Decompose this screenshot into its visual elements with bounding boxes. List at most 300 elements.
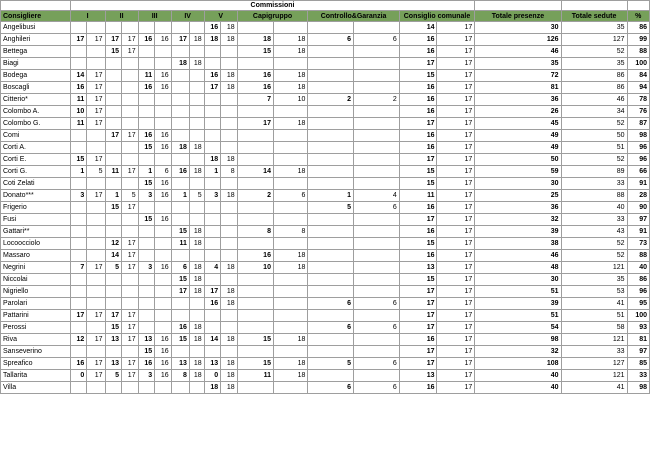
presence-cell: 3 <box>138 262 155 274</box>
presence-cell <box>308 226 354 238</box>
presence-cell: 15 <box>399 238 437 250</box>
sessions-cell <box>221 106 238 118</box>
sessions-cell <box>221 58 238 70</box>
sessions-cell <box>189 46 204 58</box>
sessions-cell <box>155 46 172 58</box>
presence-cell <box>171 118 189 130</box>
sessions-cell: 17 <box>87 370 105 382</box>
percent-cell: 78 <box>627 94 649 106</box>
total-presences-cell: 36 <box>475 94 561 106</box>
presence-cell <box>171 346 189 358</box>
sessions-cell: 17 <box>437 34 475 46</box>
presence-cell: 17 <box>399 214 437 226</box>
sessions-cell <box>354 286 400 298</box>
sessions-cell: 16 <box>155 190 172 202</box>
presence-cell <box>237 310 273 322</box>
presence-cell: 16 <box>399 34 437 46</box>
presence-cell: 1 <box>105 190 122 202</box>
sessions-cell: 17 <box>122 322 139 334</box>
table-row <box>1 274 650 286</box>
presence-cell <box>204 142 221 154</box>
presence-cell <box>171 214 189 226</box>
presence-cell <box>105 154 122 166</box>
presence-cell: 18 <box>237 34 273 46</box>
sessions-cell <box>273 58 307 70</box>
table-row <box>1 382 650 394</box>
presence-cell: 3 <box>138 370 155 382</box>
presence-cell: 13 <box>105 358 122 370</box>
total-presences-cell: 32 <box>475 346 561 358</box>
sessions-cell <box>155 22 172 34</box>
sessions-cell: 4 <box>354 190 400 202</box>
total-presences-cell: 49 <box>475 130 561 142</box>
total-sessions-cell: 52 <box>561 154 627 166</box>
percent-cell: 33 <box>627 370 649 382</box>
sessions-cell <box>273 322 307 334</box>
sessions-cell <box>354 118 400 130</box>
sessions-cell <box>122 22 139 34</box>
presence-cell <box>171 178 189 190</box>
presence-cell <box>105 58 122 70</box>
header-consiglio-comunale: Consiglio comunale <box>399 11 474 22</box>
presence-cell: 3 <box>204 190 221 202</box>
presence-cell <box>237 154 273 166</box>
sessions-cell <box>189 82 204 94</box>
sessions-cell <box>221 94 238 106</box>
presence-cell <box>70 382 87 394</box>
total-presences-cell: 39 <box>475 298 561 310</box>
presence-cell: 15 <box>399 178 437 190</box>
presence-cell: 16 <box>204 70 221 82</box>
table-row <box>1 310 650 322</box>
sessions-cell <box>354 70 400 82</box>
total-sessions-cell: 41 <box>561 298 627 310</box>
sessions-cell <box>354 370 400 382</box>
sessions-cell <box>122 118 139 130</box>
percent-cell: 40 <box>627 262 649 274</box>
sessions-cell: 18 <box>273 118 307 130</box>
sessions-cell <box>87 214 105 226</box>
total-sessions-cell: 127 <box>561 358 627 370</box>
presence-cell <box>308 286 354 298</box>
sessions-cell: 18 <box>273 46 307 58</box>
sessions-cell <box>273 22 307 34</box>
presence-cell: 16 <box>237 70 273 82</box>
percent-cell: 98 <box>627 382 649 394</box>
presence-cell <box>308 82 354 94</box>
title-row <box>1 1 650 11</box>
total-sessions-cell: 52 <box>561 118 627 130</box>
councillor-name: Bodega <box>1 70 71 82</box>
sessions-cell: 18 <box>189 370 204 382</box>
presence-cell: 15 <box>70 154 87 166</box>
total-sessions-cell: 46 <box>561 94 627 106</box>
councillor-name: Negrini <box>1 262 71 274</box>
councillor-name: Sanseverino <box>1 346 71 358</box>
total-presences-cell: 36 <box>475 202 561 214</box>
sessions-cell: 18 <box>189 262 204 274</box>
presence-cell <box>138 202 155 214</box>
sessions-cell: 17 <box>437 346 475 358</box>
percent-cell: 100 <box>627 58 649 70</box>
sessions-cell: 17 <box>122 238 139 250</box>
presence-cell <box>105 70 122 82</box>
presence-cell <box>237 22 273 34</box>
sessions-cell: 18 <box>189 166 204 178</box>
blank-cell <box>475 1 561 11</box>
councillor-name: Bettega <box>1 46 71 58</box>
percent-cell: 100 <box>627 310 649 322</box>
table-row <box>1 154 650 166</box>
sessions-cell <box>122 214 139 226</box>
presence-cell: 15 <box>171 334 189 346</box>
table-row <box>1 322 650 334</box>
councillor-name: Donato*** <box>1 190 71 202</box>
presence-cell: 17 <box>399 310 437 322</box>
presence-cell <box>308 106 354 118</box>
sessions-cell <box>273 310 307 322</box>
presence-cell <box>308 154 354 166</box>
sessions-cell: 18 <box>221 70 238 82</box>
sessions-cell <box>273 130 307 142</box>
presence-cell <box>308 370 354 382</box>
percent-cell: 90 <box>627 202 649 214</box>
presence-cell: 1 <box>171 190 189 202</box>
table-row <box>1 202 650 214</box>
sessions-cell: 18 <box>273 334 307 346</box>
presence-cell: 18 <box>171 142 189 154</box>
sessions-cell <box>221 310 238 322</box>
total-presences-cell: 40 <box>475 370 561 382</box>
header-controllo-garanzia: Controllo&Garanzia <box>308 11 399 22</box>
presence-cell: 15 <box>105 46 122 58</box>
presence-cell: 6 <box>171 262 189 274</box>
sessions-cell: 18 <box>221 298 238 310</box>
header-consigliere: Consigliere <box>1 11 71 22</box>
presence-cell: 17 <box>237 118 273 130</box>
sessions-cell: 17 <box>122 46 139 58</box>
presence-cell <box>138 298 155 310</box>
sessions-cell: 17 <box>87 262 105 274</box>
total-presences-cell: 30 <box>475 178 561 190</box>
sessions-cell <box>189 310 204 322</box>
total-sessions-cell: 86 <box>561 70 627 82</box>
table-row <box>1 226 650 238</box>
presence-cell <box>70 298 87 310</box>
presence-cell <box>105 274 122 286</box>
total-presences-cell: 51 <box>475 310 561 322</box>
presence-cell <box>237 346 273 358</box>
presence-cell: 17 <box>399 58 437 70</box>
councillor-name: Corti E. <box>1 154 71 166</box>
presence-cell <box>105 106 122 118</box>
sessions-cell <box>354 130 400 142</box>
presence-cell <box>237 202 273 214</box>
percent-cell: 76 <box>627 106 649 118</box>
sessions-cell <box>155 118 172 130</box>
presence-cell <box>138 322 155 334</box>
table-row <box>1 262 650 274</box>
table-row <box>1 142 650 154</box>
sessions-cell: 17 <box>122 34 139 46</box>
presence-cell <box>237 238 273 250</box>
sessions-cell: 17 <box>122 130 139 142</box>
presence-cell: 15 <box>399 274 437 286</box>
total-presences-cell: 25 <box>475 190 561 202</box>
presence-cell: 17 <box>204 286 221 298</box>
sessions-cell: 17 <box>437 22 475 34</box>
sessions-cell: 18 <box>273 70 307 82</box>
sessions-cell: 17 <box>87 118 105 130</box>
sessions-cell <box>87 46 105 58</box>
sessions-cell <box>87 382 105 394</box>
presence-cell: 5 <box>308 202 354 214</box>
presence-cell: 13 <box>204 358 221 370</box>
sessions-cell: 5 <box>87 166 105 178</box>
header-commission-v: V <box>204 11 237 22</box>
presence-cell <box>171 22 189 34</box>
presence-cell <box>171 382 189 394</box>
presence-cell: 7 <box>237 94 273 106</box>
percent-cell: 95 <box>627 298 649 310</box>
sessions-cell <box>189 130 204 142</box>
sessions-cell <box>122 346 139 358</box>
presence-cell <box>171 154 189 166</box>
presence-cell: 1 <box>308 190 354 202</box>
presence-cell: 17 <box>171 286 189 298</box>
presence-cell: 16 <box>138 82 155 94</box>
sessions-cell <box>221 238 238 250</box>
sessions-cell: 17 <box>87 106 105 118</box>
presence-cell <box>70 130 87 142</box>
presence-cell: 16 <box>399 142 437 154</box>
presence-cell: 5 <box>105 370 122 382</box>
sessions-cell <box>189 382 204 394</box>
sessions-cell <box>354 82 400 94</box>
sessions-cell: 16 <box>155 370 172 382</box>
presence-cell: 16 <box>204 22 221 34</box>
percent-cell: 86 <box>627 274 649 286</box>
sessions-cell <box>273 202 307 214</box>
councillor-name: Locoocciolo <box>1 238 71 250</box>
percent-cell: 66 <box>627 166 649 178</box>
presence-cell <box>308 58 354 70</box>
sessions-cell: 17 <box>437 142 475 154</box>
presence-cell <box>105 142 122 154</box>
total-presences-cell: 32 <box>475 214 561 226</box>
presence-cell <box>105 178 122 190</box>
presence-cell <box>138 310 155 322</box>
presence-cell: 16 <box>171 166 189 178</box>
presence-cell: 17 <box>399 154 437 166</box>
total-sessions-cell: 52 <box>561 238 627 250</box>
sessions-cell: 17 <box>437 154 475 166</box>
presence-cell <box>70 226 87 238</box>
sessions-cell: 18 <box>221 190 238 202</box>
sessions-cell: 18 <box>189 286 204 298</box>
total-sessions-cell: 33 <box>561 346 627 358</box>
percent-cell: 87 <box>627 118 649 130</box>
percent-cell: 97 <box>627 214 649 226</box>
presence-cell <box>204 310 221 322</box>
presence-cell <box>138 250 155 262</box>
sessions-cell: 18 <box>221 34 238 46</box>
presence-cell: 1 <box>138 166 155 178</box>
presence-cell <box>237 322 273 334</box>
presence-cell: 1 <box>204 166 221 178</box>
sessions-cell: 17 <box>122 370 139 382</box>
presence-cell: 16 <box>70 82 87 94</box>
presence-cell <box>204 214 221 226</box>
sessions-cell <box>354 346 400 358</box>
sessions-cell: 17 <box>437 286 475 298</box>
sessions-cell: 2 <box>354 94 400 106</box>
sessions-cell: 16 <box>155 70 172 82</box>
sessions-cell <box>221 274 238 286</box>
presence-cell <box>138 274 155 286</box>
sessions-cell <box>221 322 238 334</box>
sessions-cell <box>354 214 400 226</box>
table-row <box>1 250 650 262</box>
presence-cell <box>138 154 155 166</box>
presence-cell <box>70 346 87 358</box>
presence-cell <box>138 106 155 118</box>
presence-cell <box>204 106 221 118</box>
total-sessions-cell: 52 <box>561 46 627 58</box>
sessions-cell: 16 <box>155 346 172 358</box>
presence-cell: 1 <box>70 166 87 178</box>
presence-cell: 13 <box>105 334 122 346</box>
percent-cell: 85 <box>627 358 649 370</box>
sessions-cell <box>155 202 172 214</box>
sessions-cell <box>122 106 139 118</box>
sessions-cell: 17 <box>437 58 475 70</box>
total-presences-cell: 59 <box>475 166 561 178</box>
sessions-cell <box>155 238 172 250</box>
presence-cell: 17 <box>399 298 437 310</box>
councillor-name: Massaro <box>1 250 71 262</box>
presence-cell <box>105 298 122 310</box>
sessions-cell <box>354 22 400 34</box>
presence-cell <box>105 382 122 394</box>
percent-cell: 96 <box>627 154 649 166</box>
presence-cell: 16 <box>138 358 155 370</box>
councillor-name: Corti A. <box>1 142 71 154</box>
presence-cell <box>308 214 354 226</box>
sessions-cell <box>273 382 307 394</box>
presence-cell: 17 <box>70 310 87 322</box>
sessions-cell <box>87 274 105 286</box>
sessions-cell <box>273 214 307 226</box>
sessions-cell <box>354 238 400 250</box>
total-sessions-cell: 40 <box>561 202 627 214</box>
table-row <box>1 190 650 202</box>
presence-cell <box>138 286 155 298</box>
total-presences-cell: 26 <box>475 106 561 118</box>
blank-cell <box>627 1 649 11</box>
sessions-cell: 17 <box>87 82 105 94</box>
presence-cell <box>70 142 87 154</box>
percent-cell: 81 <box>627 334 649 346</box>
sessions-cell: 18 <box>189 142 204 154</box>
councillor-name: Colombo G. <box>1 118 71 130</box>
presence-cell: 11 <box>171 238 189 250</box>
total-presences-cell: 72 <box>475 70 561 82</box>
table-row <box>1 82 650 94</box>
header-commission-ii: II <box>105 11 138 22</box>
sessions-cell: 17 <box>437 82 475 94</box>
sessions-cell: 6 <box>354 298 400 310</box>
presence-cell: 17 <box>399 118 437 130</box>
presence-cell: 17 <box>399 322 437 334</box>
sessions-cell <box>221 46 238 58</box>
percent-cell: 96 <box>627 286 649 298</box>
table-row <box>1 46 650 58</box>
sessions-cell <box>221 214 238 226</box>
presence-cell <box>237 286 273 298</box>
sessions-cell <box>354 178 400 190</box>
presence-cell <box>105 22 122 34</box>
presence-cell <box>70 22 87 34</box>
sessions-cell: 16 <box>155 334 172 346</box>
sessions-cell: 18 <box>273 82 307 94</box>
presence-cell <box>308 118 354 130</box>
presence-cell: 13 <box>399 370 437 382</box>
councillor-name: Pattarini <box>1 310 71 322</box>
sessions-cell: 17 <box>87 70 105 82</box>
sessions-cell: 17 <box>437 298 475 310</box>
total-sessions-cell: 35 <box>561 58 627 70</box>
presence-cell <box>237 214 273 226</box>
percent-cell: 88 <box>627 250 649 262</box>
header-totale-sedute: Totale sedute <box>561 11 627 22</box>
councillor-name: Angelibusi <box>1 22 71 34</box>
councillor-name: Spreafico <box>1 358 71 370</box>
sessions-cell <box>221 202 238 214</box>
total-sessions-cell: 33 <box>561 178 627 190</box>
presence-cell: 8 <box>237 226 273 238</box>
sessions-cell <box>221 178 238 190</box>
presence-cell: 16 <box>399 250 437 262</box>
councillor-name: Perossi <box>1 322 71 334</box>
councillor-name: Villa <box>1 382 71 394</box>
sessions-cell <box>155 250 172 262</box>
sessions-cell <box>122 154 139 166</box>
header-totale-presenze: Totale presenze <box>475 11 561 22</box>
sessions-cell <box>122 70 139 82</box>
sessions-cell: 17 <box>437 118 475 130</box>
presence-cell: 13 <box>138 334 155 346</box>
presence-cell: 11 <box>105 166 122 178</box>
percent-cell: 73 <box>627 238 649 250</box>
presence-cell: 13 <box>171 358 189 370</box>
sessions-cell <box>189 22 204 34</box>
sessions-cell <box>221 250 238 262</box>
sessions-cell: 17 <box>87 334 105 346</box>
presence-cell: 17 <box>171 34 189 46</box>
presence-cell <box>70 238 87 250</box>
presence-cell <box>308 238 354 250</box>
table-row <box>1 214 650 226</box>
presence-cell: 6 <box>308 298 354 310</box>
presence-cell <box>70 250 87 262</box>
table-row <box>1 286 650 298</box>
sessions-cell: 6 <box>354 382 400 394</box>
sessions-cell <box>122 298 139 310</box>
total-sessions-cell: 58 <box>561 322 627 334</box>
sessions-cell: 8 <box>221 166 238 178</box>
presence-cell: 7 <box>70 262 87 274</box>
